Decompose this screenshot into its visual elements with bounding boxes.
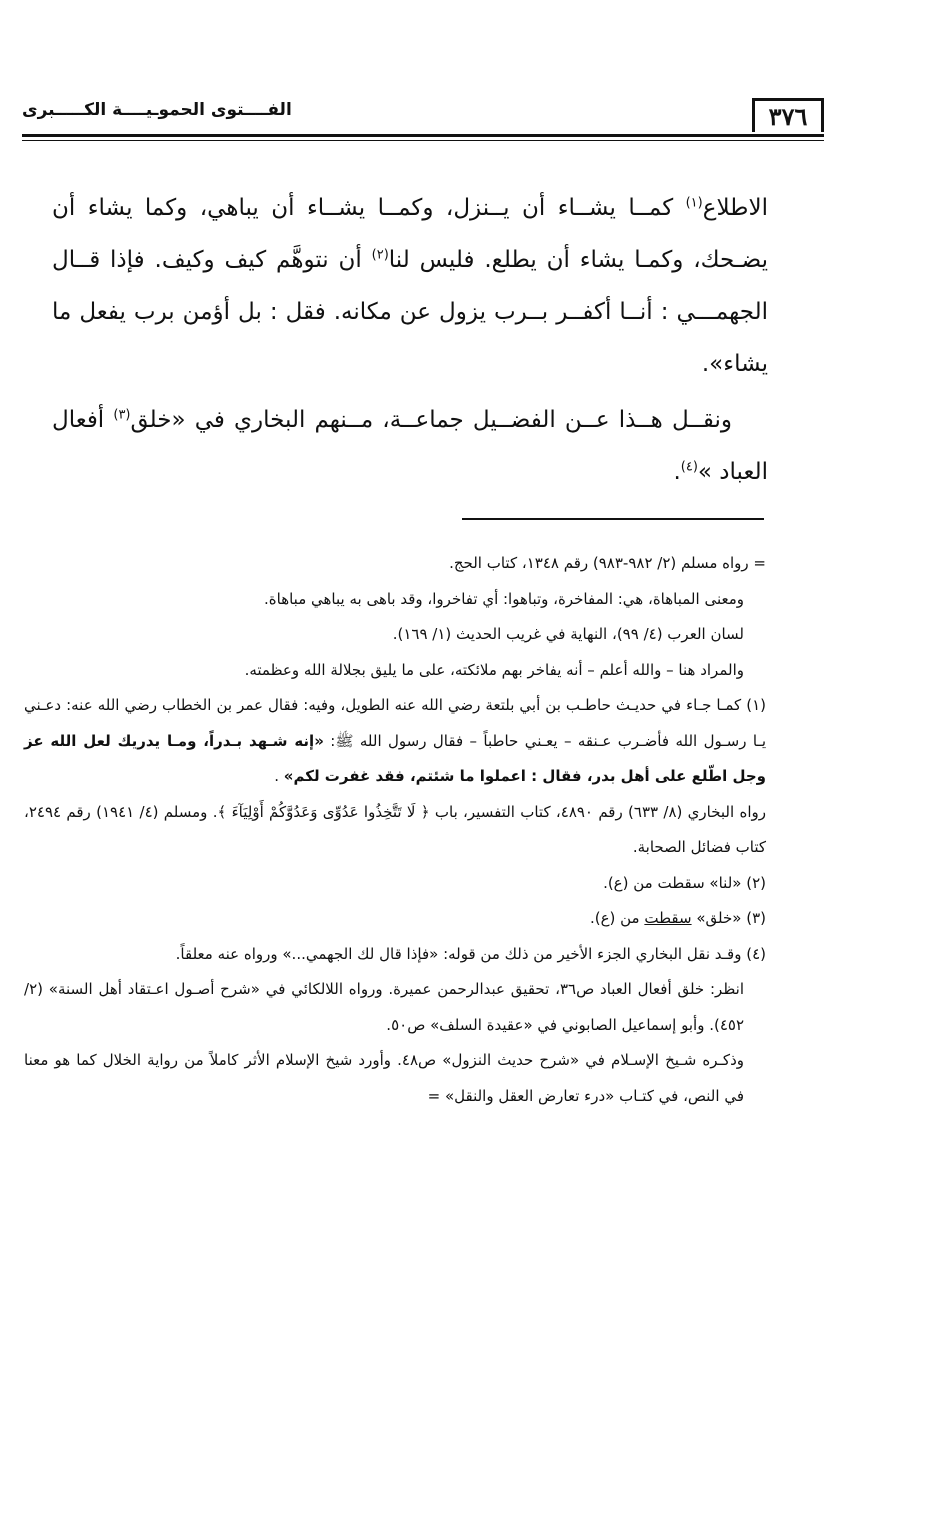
footnote-separator — [462, 518, 764, 520]
footnote-3: (٣) «خلق» سقطت من (ع). — [589, 909, 766, 927]
footnote-continuation-line: = رواه مسلم (٢/ ٩٨٢-٩٨٣) رقم ١٣٤٨، كتاب الحج. — [449, 554, 766, 572]
footnotes — [24, 546, 766, 1114]
main-paragraph-1: الاطلاع$^{(١)}$ كمــا يشــاء أن يــنزل، وكمــا يشــاء أن يباهي، وكما يشاء أن يضـحك، وكمـا يشاء أن يطلع. فليس لنا$^{(٢)}$ أن نتوهَّم كيف وكيف. فإذا قــال الجهمـــي : أنــا أكفــر بــرب يزول عن مكانه. فقل : بل أؤمن برب يفعل ما يشاء». — [52, 195, 768, 377]
hadith-quote: «إنه شـهد بـدراً، ومـا يدريك لعل الله عز وجل اطّلع على أهل بدر، فقال : اعملوا ما شئتم، فقد غفرت لكم» — [24, 731, 766, 785]
footnote-1: (١) كمـا جـاء في حديـث حاطـب بن أبي بلتعة رضي الله عنه الطويل، وفيه: فقال عمر بن الخطاب رضي الله عنه: دعـني يـا رسـول الله فأضـرب عـنقه – يعـني حاطباً – فقال رسول الله ﷺ: «إنه شـهد بـدراً، ومـا يدريك لعل الله عز وجل اطّلع على أهل بدر، فقال : اعملوا ما شئتم، فقد غفرت لكم» . — [24, 696, 766, 785]
footnote-1-reference: رواه البخاري (٨/ ٦٣٣) رقم ٤٨٩٠، كتاب التفسير، باب ﴿ لَا تَتَّخِذُوا عَدُوِّى وَعَدُوَّكُمْ أَوْلِيَآءَ ﴾. ومسلم (٤/ ١٩٤١) رقم ٢٤٩٤، كتاب فضائل الصحابة. — [24, 802, 766, 856]
footnote-4: (٤) وقـد نقل البخاري الجزء الأخير من ذلك من قوله: «فإذا قال لك الجهمي...» ورواه عنه معلقاً. — [175, 944, 766, 963]
main-text — [52, 182, 768, 498]
footnote-continuation-line: لسان العرب (٤/ ٩٩)، النهاية في غريب الحديث (١/ ١٦٩). — [392, 625, 744, 643]
footnote-marker: (١) — [746, 696, 766, 714]
underlined-word: سقطت — [644, 909, 692, 927]
footnote-ref-2[interactable]: (٢) — [371, 247, 389, 263]
running-title — [22, 100, 722, 120]
header-rule-thin — [22, 140, 824, 141]
page-number: ٣٧٦ — [752, 98, 824, 132]
footnote-continuation-line: ومعنى المباهاة، هي: المفاخرة، وتباهوا: أي تفاخروا، وقد باهى به يباهي مباهاة. — [264, 589, 744, 608]
header-rule-thick — [22, 134, 824, 137]
footnote-continuation-line: والمراد هنا – والله أعلم – أنه يفاخر بهم ملائكته، على ما يليق بجلالة الله وعظمته. — [244, 660, 744, 679]
page-header — [22, 98, 824, 142]
main-paragraph-2: ونقــل هــذا عــن الفضــيل جماعــة، مــنهم البخاري في «خلق$^{(٣)}$ أفعال العباد »$^{(٤)}$. — [52, 407, 768, 485]
footnote-marker: (٤) — [746, 944, 766, 963]
running-title-text: الفــــتوى الحموـيــــة الكـــــبرى — [22, 100, 292, 120]
footnote-ref-1[interactable]: (١) — [685, 195, 703, 211]
footnote-4-sources: انظر: خلق أفعال العباد ص٣٦، تحقيق عبدالرحمن عميرة. ورواه اللالكائي في «شرح أصـول اعـتقاد أهل السنة» (٢/ ٤٥٢). وأبو إسماعيل الصابوني في «عقيدة السلف» ص٥٠. — [24, 980, 744, 1034]
footnote-ref-4[interactable]: (٤) — [680, 459, 698, 475]
footnote-2: (٢) «لنا» سقطت من (ع). — [603, 873, 766, 892]
footnote-4-more: وذكـره شـيخ الإسـلام في «شرح حديث النزول» ص٤٨. وأورد شيخ الإسلام الأثر كاملاً من رواية الخلال كما هو معنا في النص، في كتـاب «درء تعارض العقل والنقل» = — [24, 1051, 744, 1105]
footnote-ref-3[interactable]: (٣) — [113, 407, 131, 423]
